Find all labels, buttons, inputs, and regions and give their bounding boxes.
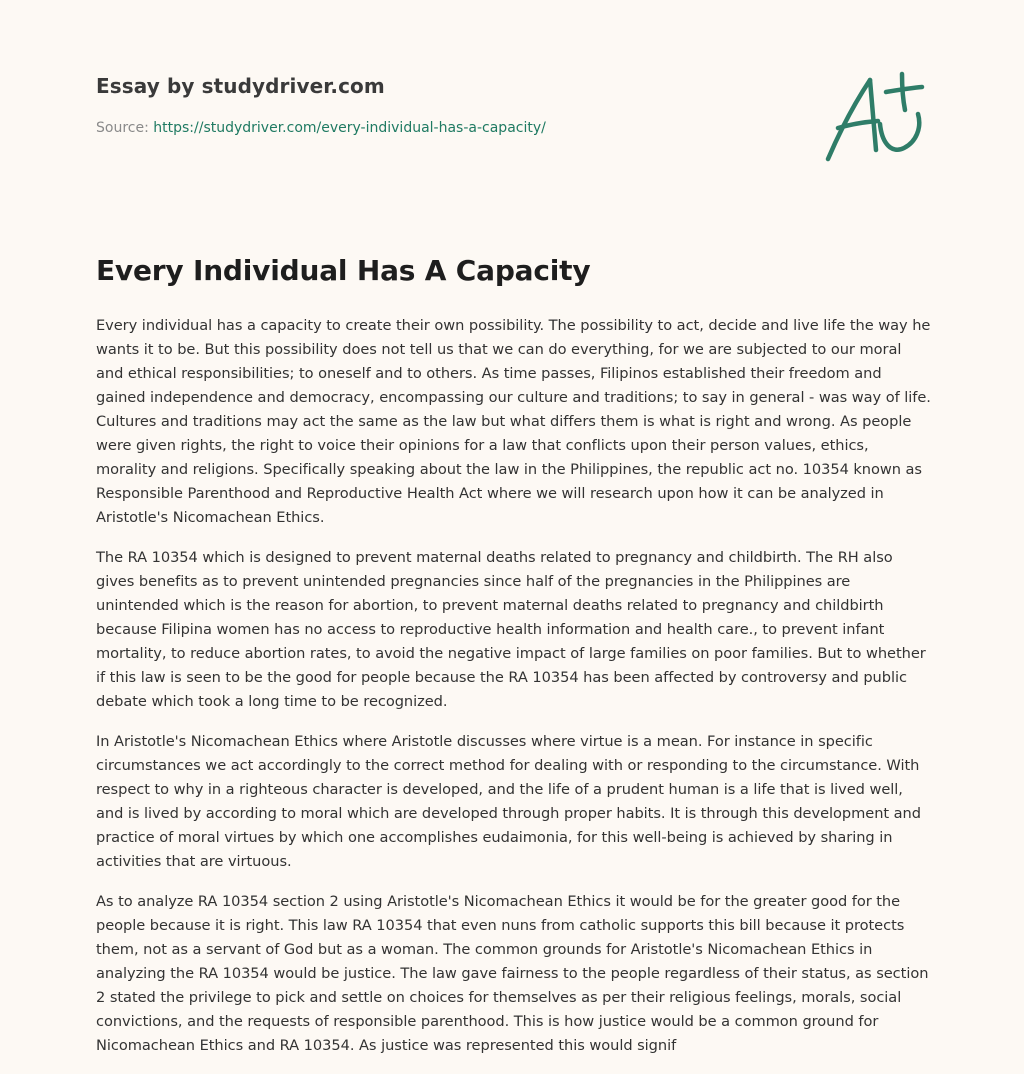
source-label: Source: [96, 120, 154, 136]
essay-title: Every Individual Has A Capacity [96, 254, 591, 287]
a-plus-logo-icon [818, 66, 928, 166]
essay-paragraph: In Aristotle's Nicomachean Ethics where Aristotle discusses where virtue is a mean. For instance in specific circumstances we act accordingly to the correct method for dealing with or responding to the circumstance. With respect to why in a righteous character is developed, and the life of a prudent human is a life that is lived well, and is lived by according to moral which are developed through proper habits. It is through this development and practice of moral virtues by which one accomplishes eudaimonia, for this well-being is achieved by sharing in activities that are virtuous. [96, 733, 921, 870]
essay-body [96, 314, 932, 1074]
brand-title: Essay by studydriver.com [96, 74, 385, 98]
page-header [96, 74, 546, 136]
source-line [96, 120, 546, 136]
essay-paragraph: Every individual has a capacity to create their own possibility. The possibility to act, decide and live life the way he wants it to be. But this possibility does not tell us that we can do everything, for we are subjected to our moral and ethical responsibilities; to oneself and to others. As time passes, Filipinos established their freedom and gained independence and democracy, encompassing our culture and traditions; to say in general - was way of life. Cultures and traditions may act the same as the law but what differs them is what is right and wrong. As people were given rights, the right to voice their opinions for a law that conflicts upon their person values, ethics, morality and religions. Specifically speaking about the law in the Philippines, the republic act no. 10354 known as Responsible Parenthood and Reproductive Health Act where we will research upon how it can be analyzed in Aristotle's Nicomachean Ethics. [96, 317, 931, 526]
essay-paragraph: As to analyze RA 10354 section 2 using Aristotle's Nicomachean Ethics it would be for the greater good for the people because it is right. This law RA 10354 that even nuns from catholic supports this bill because it protects them, not as a servant of God but as a woman. The common grounds for Aristotle's Nicomachean Ethics in analyzing the RA 10354 would be justice. The law gave fairness to the people regardless of their status, as section 2 stated the privilege to pick and settle on choices for themselves as per their religious feelings, morals, social convictions, and the requests of responsible parenthood. This is how justice would be a common ground for Nicomachean Ethics and RA 10354. As justice was represented this would signif [96, 893, 929, 1054]
source-link[interactable]: https://studydriver.com/every-individual-has-a-capacity/ [153, 120, 546, 136]
essay-paragraph: The RA 10354 which is designed to prevent maternal deaths related to pregnancy and childbirth. The RH also gives benefits as to prevent unintended pregnancies since half of the pregnancies in the Philippines are unintended which is the reason for abortion, to prevent maternal deaths related to pregnancy and childbirth because Filipina women has no access to reproductive health information and health care., to prevent infant mortality, to reduce abortion rates, to avoid the negative impact of large families on poor families. But to whether if this law is seen to be the good for people because the RA 10354 has been affected by controversy and public debate which took a long time to be recognized. [96, 549, 926, 710]
